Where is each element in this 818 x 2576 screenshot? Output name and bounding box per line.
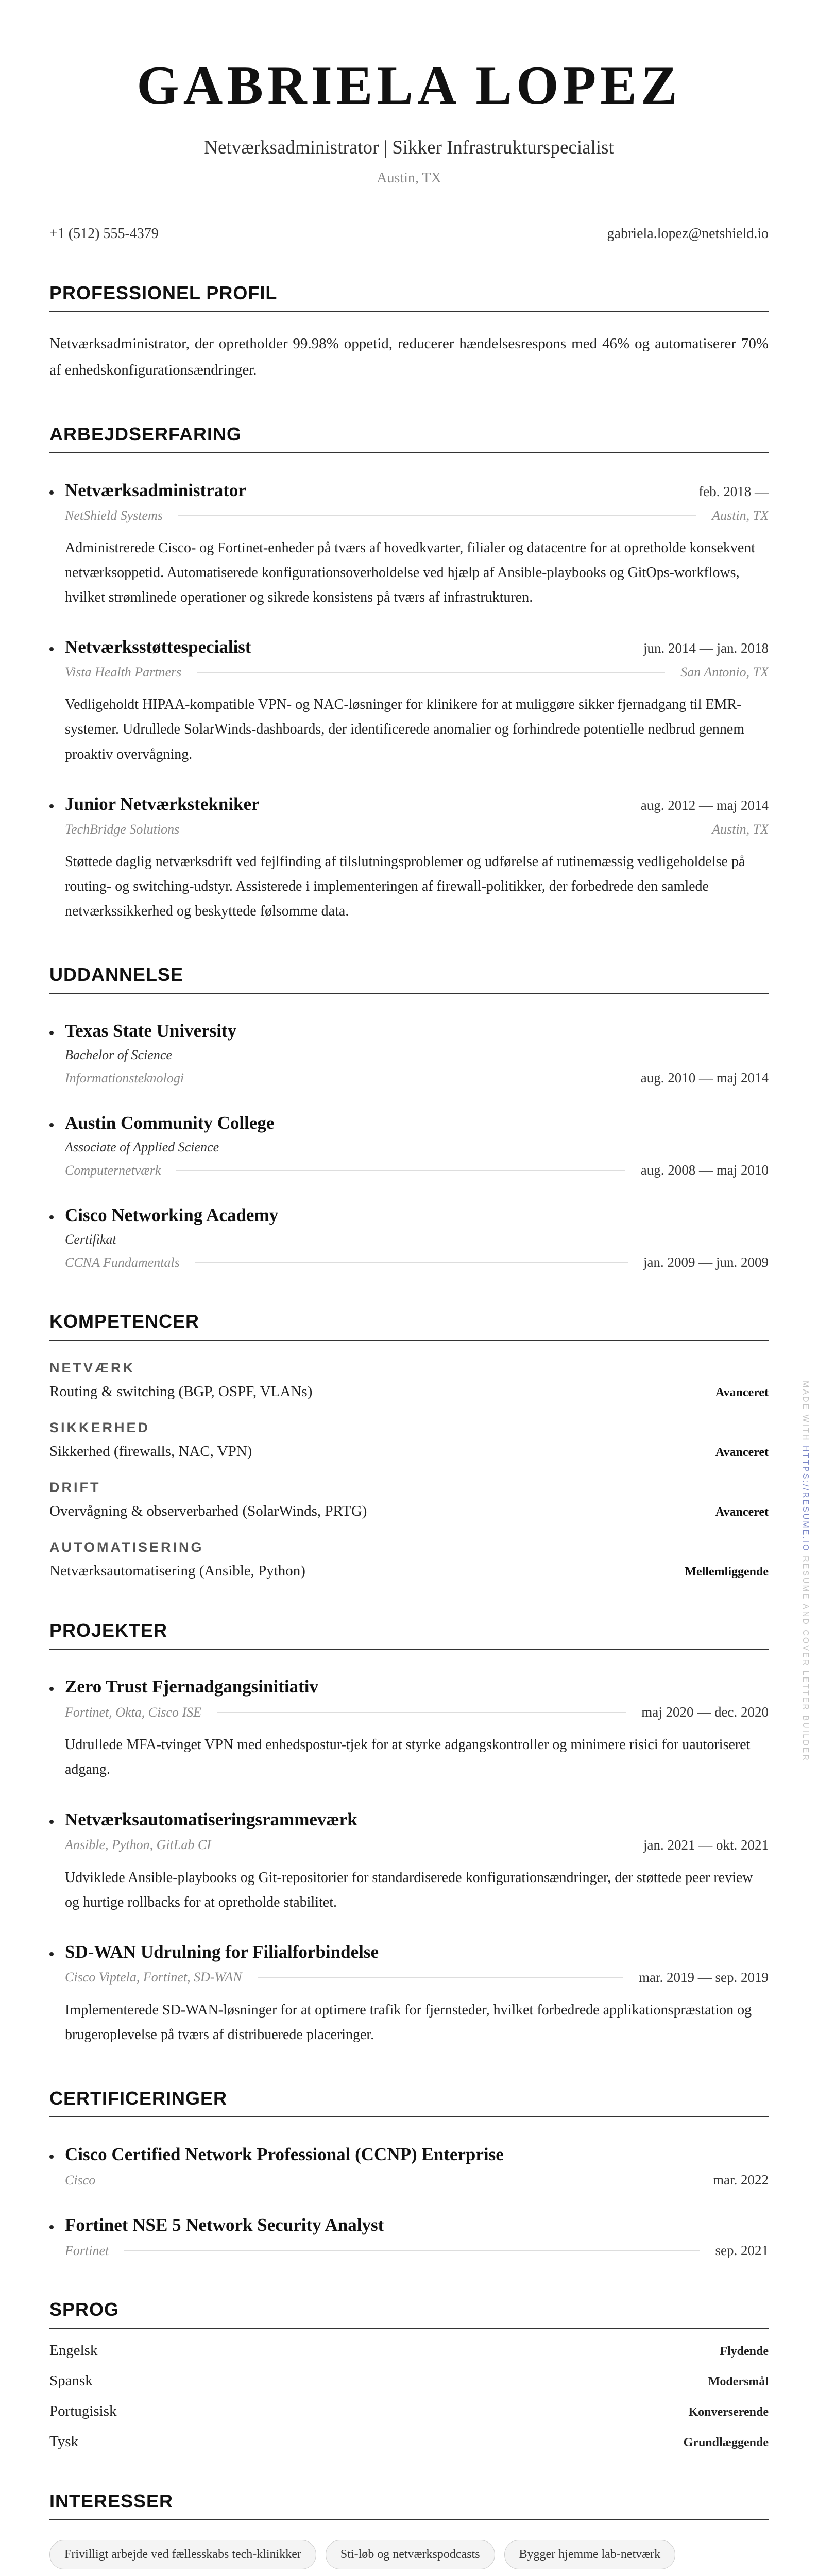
phone-link[interactable]: +1 (512) 555-4379 (49, 226, 159, 242)
watermark-prefix: MADE WITH (801, 1381, 810, 1446)
job-location: Austin, TX (712, 507, 769, 523)
job-date: feb. 2018 — (698, 483, 769, 499)
resume-page (49, 0, 769, 2576)
certifications-section (49, 2088, 769, 2259)
interest-tags (49, 2540, 769, 2576)
school-name: Texas State University (65, 1021, 237, 1041)
skill-category: NETVÆRK (49, 1360, 135, 1376)
degree: Bachelor of Science (65, 1047, 172, 1063)
section-heading: ARBEJDSERFARING (49, 423, 769, 453)
skill-group (49, 1420, 769, 1460)
language-row (49, 2372, 769, 2389)
job-title: Junior Netværkstekniker (65, 793, 260, 814)
contact-row (49, 226, 769, 242)
project-description: Udviklede Ansible-playbooks og Git-repositorier for standardiserede konfigurationsændringer, der støttede peer review og hurtige rollbacks for at opretholde stabilitet. (65, 1869, 753, 1910)
project-entry (49, 1809, 769, 1915)
education-entry (49, 1113, 769, 1178)
language-row (49, 2403, 769, 2420)
section-heading: PROJEKTER (49, 1620, 769, 1650)
interest-tag: Frivilligt arbejde ved fællesskabs tech-klinikker (49, 2540, 316, 2569)
cert-date: sep. 2021 (715, 2243, 769, 2259)
experience-section (49, 423, 769, 924)
project-tech: Fortinet, Okta, Cisco ISE (65, 1704, 202, 1720)
section-heading: SPROG (49, 2299, 769, 2329)
skill-category: SIKKERHED (49, 1420, 150, 1436)
skill-name: Sikkerhed (firewalls, NAC, VPN) (49, 1443, 252, 1460)
section-heading: UDDANNELSE (49, 964, 769, 994)
project-date: maj 2020 — dec. 2020 (641, 1704, 769, 1720)
language-name: Portugisisk (49, 2403, 117, 2420)
watermark (800, 1381, 811, 1824)
job-title: Netværksstøttespecialist (65, 637, 251, 657)
skill-name: Overvågning & observerbarhed (SolarWinds, PRTG) (49, 1503, 367, 1520)
cert-title: Cisco Certified Network Professional (CCNP) Enterprise (65, 2144, 504, 2165)
email-link[interactable]: gabriela.lopez@netshield.io (607, 226, 769, 242)
language-level: Modersmål (708, 2375, 769, 2389)
watermark-link[interactable]: HTTPS://RESUME.IO (801, 1446, 810, 1552)
divider (197, 672, 665, 673)
interest-tag: Bygger hjemme lab-netværk (504, 2540, 676, 2569)
profile-section (49, 282, 769, 383)
language-level: Flydende (720, 2345, 769, 2359)
skill-level: Avanceret (715, 1446, 769, 1460)
language-row (49, 2433, 769, 2450)
cert-issuer: Cisco (65, 2172, 96, 2188)
section-heading: CERTIFICERINGER (49, 2088, 769, 2117)
project-tech: Cisco Viptela, Fortinet, SD-WAN (65, 1970, 242, 1985)
skill-group (49, 1360, 769, 1400)
education-entry (49, 1021, 769, 1086)
skill-level: Mellemliggende (685, 1565, 769, 1579)
language-row (49, 2342, 769, 2359)
skill-level: Avanceret (715, 1386, 769, 1400)
language-name: Tysk (49, 2433, 78, 2450)
cert-entry (49, 2144, 769, 2188)
education-entry (49, 1205, 769, 1270)
school-name: Cisco Networking Academy (65, 1205, 279, 1226)
divider (217, 1712, 626, 1713)
divider (195, 1262, 628, 1263)
project-title: Netværksautomatiseringsrammeværk (65, 1809, 357, 1829)
divider (178, 515, 696, 516)
project-title: SD-WAN Udrulning for Filialforbindelse (65, 1941, 379, 1962)
section-heading: PROFESSIONEL PROFIL (49, 282, 769, 312)
languages-section (49, 2299, 769, 2450)
cert-issuer: Fortinet (65, 2243, 109, 2258)
section-heading: KOMPETENCER (49, 1311, 769, 1341)
employer: NetShield Systems (65, 507, 163, 523)
resume-header (49, 0, 769, 242)
education-date: aug. 2010 — maj 2014 (640, 1070, 769, 1086)
school-name: Austin Community College (65, 1113, 275, 1133)
language-level: Konverserende (688, 2405, 769, 2419)
project-description: Implementerede SD-WAN-løsninger for at optimere trafik for fjernsteder, hvilket forbedrede applikationspræstation og brugeroplevelse på tværs af distribuerede placeringer. (65, 2002, 752, 2043)
interests-section (49, 2490, 769, 2576)
education-section (49, 964, 769, 1270)
skills-section (49, 1311, 769, 1580)
degree: Certifikat (65, 1232, 116, 1247)
divider (124, 2250, 700, 2251)
profile-text: Netværksadministrator, der opretholder 99.98% oppetid, reducerer hændelsesrespons med 46% og automatiserer 70% af enhedskonfigurationsændringer. (49, 335, 769, 379)
language-name: Engelsk (49, 2342, 98, 2359)
project-date: mar. 2019 — sep. 2019 (639, 1969, 769, 1985)
cert-title: Fortinet NSE 5 Network Security Analyst (65, 2215, 384, 2235)
education-date: jan. 2009 — jun. 2009 (643, 1255, 769, 1270)
language-name: Spansk (49, 2372, 93, 2389)
cert-entry (49, 2215, 769, 2259)
section-heading: INTERESSER (49, 2490, 769, 2520)
project-date: jan. 2021 — okt. 2021 (643, 1837, 769, 1853)
project-title: Zero Trust Fjernadgangsinitiativ (65, 1676, 318, 1697)
experience-entry (49, 794, 769, 924)
cert-date: mar. 2022 (713, 2172, 769, 2188)
skill-name: Routing & switching (BGP, OSPF, VLANs) (49, 1383, 313, 1400)
skill-group (49, 1480, 769, 1520)
divider (176, 1170, 625, 1171)
job-location: Austin, TX (712, 821, 769, 837)
project-description: Udrullede MFA-tvinget VPN med enhedspostur-tjek for at styrke adgangskontroller og minimere risici for uautoriseret adgang. (65, 1737, 751, 1778)
job-description: Støttede daglig netværksdrift ved fejlfinding af tilslutningsproblemer og udførelse af rutinemæssig vedligeholdelse på routing- og switching-udstyr. Assisterede i implementeringen af firewall-politikker, der forbedrede den samlede netværkssikkerhed og beskyttede følsomme data. (65, 853, 745, 920)
candidate-title: Netværksadministrator | Sikker Infrastrukturspecialist (204, 137, 614, 159)
watermark-suffix: RESUME AND COVER LETTER BUILDER (801, 1552, 810, 1762)
job-description: Vedligeholdt HIPAA-kompatible VPN- og NAC-løsninger for klinikere for at muliggøre sikker fjernadgang til EMR-systemer. Udrullede SolarWinds-dashboards, der identificerede anomalier og forhindrede potentielle nedbrud gennem proaktiv overvågning. (65, 697, 745, 762)
skill-category: AUTOMATISERING (49, 1539, 204, 1555)
skill-group (49, 1539, 769, 1580)
language-level: Grundlæggende (683, 2436, 769, 2450)
education-date: aug. 2008 — maj 2010 (640, 1162, 769, 1178)
job-date: aug. 2012 — maj 2014 (640, 797, 769, 813)
interest-tag: Sti-løb og netværkspodcasts (326, 2540, 495, 2569)
experience-entry (49, 480, 769, 610)
projects-section (49, 1620, 769, 2047)
field-of-study: Informationsteknologi (65, 1070, 184, 1086)
experience-entry (49, 637, 769, 767)
candidate-location: Austin, TX (377, 170, 441, 187)
project-entry (49, 1676, 769, 1782)
job-title: Netværksadministrator (65, 480, 246, 500)
job-location: San Antonio, TX (680, 665, 769, 680)
project-entry (49, 1942, 769, 2047)
employer: TechBridge Solutions (65, 821, 180, 837)
skill-name: Netværksautomatisering (Ansible, Python) (49, 1563, 305, 1580)
candidate-name: GABRIELA LOPEZ (137, 55, 681, 115)
skill-category: DRIFT (49, 1480, 101, 1496)
field-of-study: CCNA Fundamentals (65, 1255, 180, 1270)
divider (258, 1977, 623, 1978)
degree: Associate of Applied Science (65, 1140, 219, 1155)
skill-level: Avanceret (715, 1505, 769, 1519)
employer: Vista Health Partners (65, 665, 182, 680)
job-date: jun. 2014 — jan. 2018 (643, 640, 769, 656)
field-of-study: Computernetværk (65, 1162, 161, 1178)
job-description: Administrerede Cisco- og Fortinet-enheder på tværs af hovedkvarter, filialer og datacentre for at opretholde konsekvent netværksoppetid. Automatiserede konfigurationsoverholdelse ved hjælp af Ansible-playbooks og GitOps-workflows, hvilket strømlinede operationer og sikrede konsistens på tværs af infrastrukturen. (65, 539, 756, 606)
project-tech: Ansible, Python, GitLab CI (65, 1837, 211, 1853)
